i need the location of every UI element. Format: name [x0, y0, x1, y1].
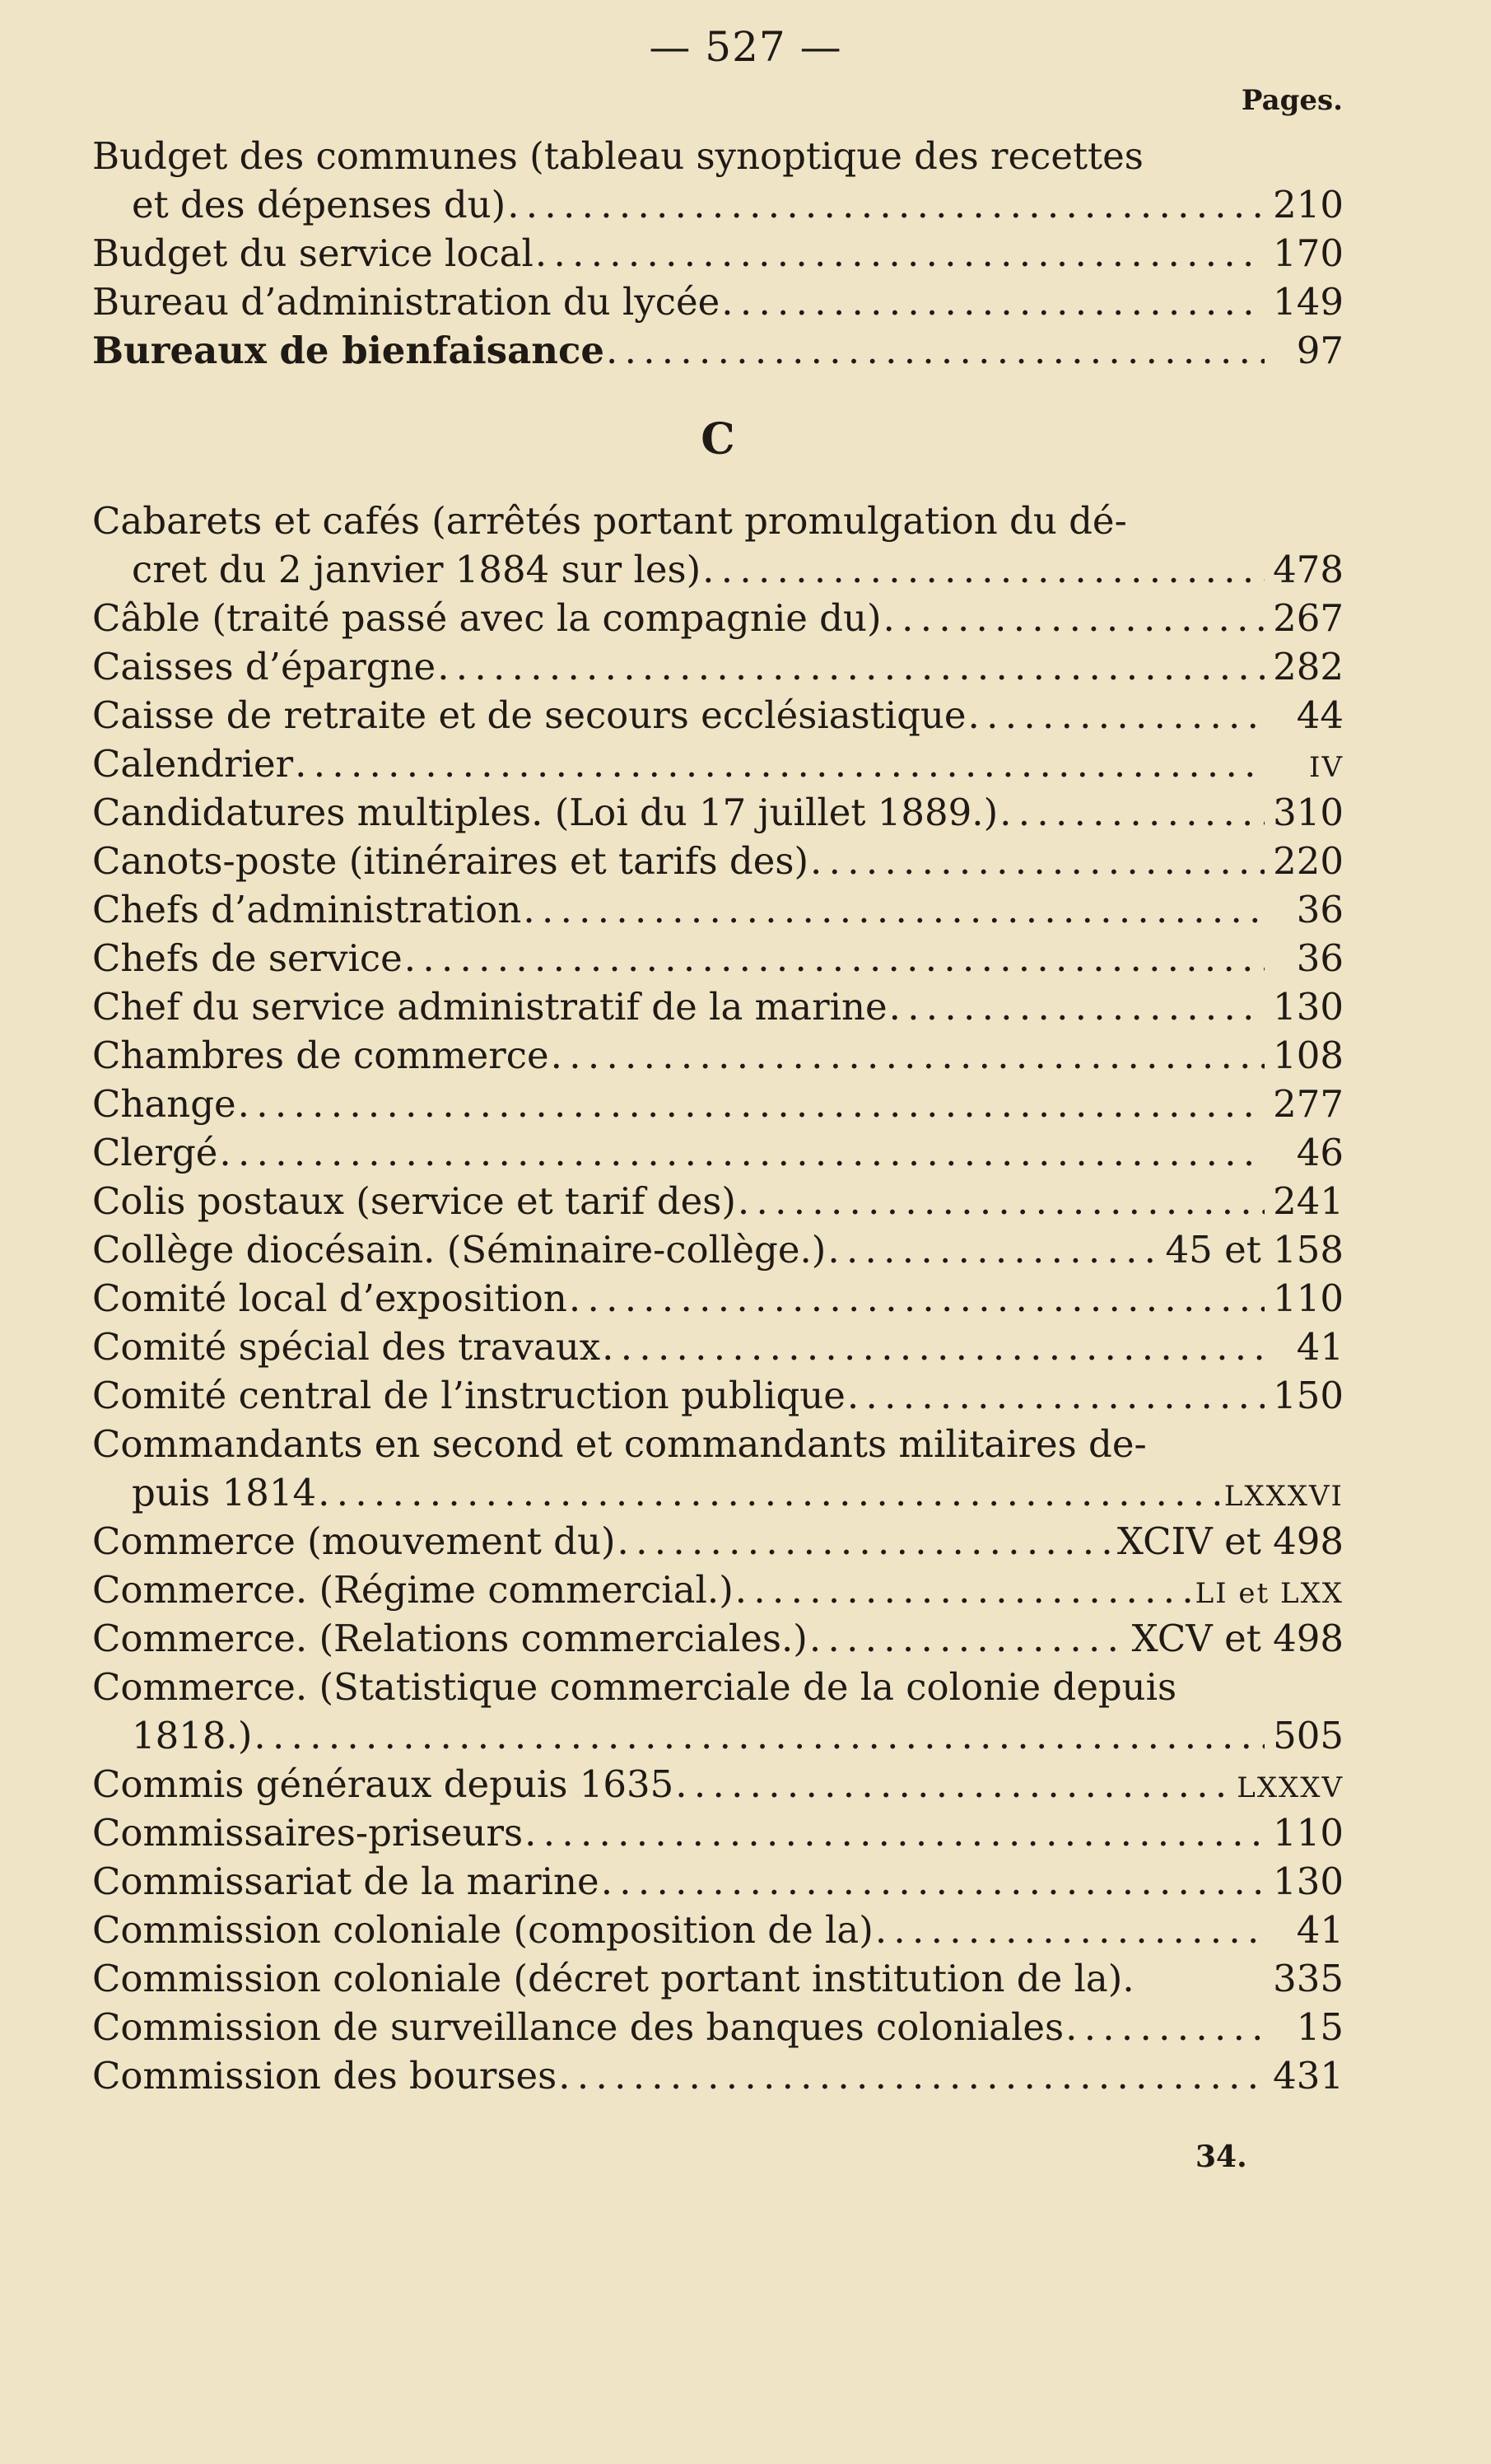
entry-label: puis 1814 [132, 1471, 317, 1514]
index-entry-line [92, 545, 1344, 594]
entry-label: Commission coloniale (décret portant institution de la). [92, 1957, 1135, 2000]
entry-page-number: 110 [1273, 1811, 1344, 1855]
leader-dots [617, 1517, 1112, 1566]
leader-dots [810, 837, 1265, 885]
entry-page-number: 15 [1296, 2005, 1344, 2049]
entry-page-number: 431 [1273, 2054, 1344, 2098]
entry-page-number: 335 [1273, 1957, 1344, 2000]
entry-page-number: 170 [1273, 231, 1344, 275]
leader-dots [219, 1128, 1265, 1177]
entry-label: Candidatures multiples. (Loi du 17 juillet 1889.) [92, 791, 999, 834]
entry-label: Commis généraux depuis 1635 [92, 1762, 674, 1806]
leader-dots [524, 1808, 1265, 1857]
leader-dots [968, 691, 1265, 740]
index-entry-line [92, 1128, 1344, 1177]
entry-label: Commission coloniale (composition de la) [92, 1908, 874, 1952]
index-entry-line [92, 1954, 1344, 2003]
index-entry-line [92, 1371, 1344, 1420]
entry-page-number: 310 [1273, 791, 1344, 834]
entry-page-number: LXXXV [1237, 1771, 1344, 1804]
entry-label: Chef du service administratif de la marine [92, 985, 888, 1029]
index-entry-line [92, 180, 1344, 229]
entry-page-number: 97 [1296, 329, 1344, 372]
index-entry-line [92, 1031, 1344, 1080]
index-entry-line [92, 1808, 1344, 1857]
index-entry-line [92, 132, 1344, 180]
entry-page-number: 36 [1296, 936, 1344, 980]
entry-label: Change [92, 1082, 236, 1126]
leader-dots [404, 934, 1265, 982]
index-entry-line [92, 1177, 1344, 1225]
index-entry-line [92, 982, 1344, 1031]
entry-page-number: 41 [1296, 1908, 1344, 1952]
leader-dots [875, 1906, 1265, 1954]
leader-dots [735, 1566, 1190, 1614]
entry-label: Câble (traité passé avec la compagnie du) [92, 596, 882, 640]
leader-dots [558, 2051, 1265, 2100]
index-entry-line [92, 278, 1344, 326]
entry-label: Caisses d’épargne [92, 645, 436, 688]
index-entry-line [92, 934, 1344, 982]
entry-page-number: 277 [1273, 1082, 1344, 1126]
entry-page-number: LI et LXX [1195, 1577, 1344, 1610]
entry-page-number: 130 [1273, 1860, 1344, 1903]
entry-page-number: LXXXVI [1223, 1480, 1344, 1513]
entry-page-number: 478 [1273, 548, 1344, 591]
leader-dots [238, 1080, 1265, 1128]
entry-page-number: IV [1309, 751, 1344, 784]
leader-dots [602, 1323, 1265, 1371]
entry-label: et des dépenses du) [132, 183, 506, 226]
index-entry-line [92, 788, 1344, 837]
index-entry-line [92, 1614, 1344, 1663]
entry-page-number: 46 [1296, 1131, 1344, 1174]
leader-dots [675, 1760, 1232, 1808]
index-entry-line [92, 1663, 1344, 1711]
entry-page-number: 150 [1273, 1374, 1344, 1417]
entry-label: Chefs d’administration [92, 888, 522, 931]
entry-page-number: 110 [1273, 1276, 1344, 1320]
entry-label: Comité central de l’instruction publique [92, 1374, 846, 1417]
index-entry-line [92, 1760, 1344, 1808]
entry-page-number: 130 [1273, 985, 1344, 1029]
leader-dots [254, 1711, 1265, 1760]
entry-page-number: 505 [1273, 1714, 1344, 1757]
leader-dots [295, 740, 1265, 788]
leader-dots [437, 642, 1265, 691]
index-entry-line [92, 1323, 1344, 1371]
index-entry-line [92, 1906, 1344, 1954]
entry-label: Clergé [92, 1131, 218, 1174]
leader-dots [702, 545, 1265, 594]
index-entry-line [92, 1225, 1344, 1274]
entry-page-number: 220 [1273, 839, 1344, 883]
leader-dots [721, 278, 1265, 326]
index-entry-line [92, 497, 1344, 545]
entry-label: Commandants en second et commandants militaires de- [92, 1422, 1147, 1466]
index-entry-line [92, 1711, 1344, 1760]
entry-page-number: 41 [1296, 1325, 1344, 1369]
entry-label: Commerce. (Relations commerciales.) [92, 1617, 808, 1660]
index-entry-line [92, 1857, 1344, 1906]
index-section-c [92, 497, 1344, 2100]
index-entry-line [92, 2003, 1344, 2051]
entry-label: 1818.) [132, 1714, 253, 1757]
leader-dots [606, 326, 1265, 375]
entry-label: Commissariat de la marine [92, 1860, 599, 1903]
index-entry-line [92, 1420, 1344, 1468]
entry-label: Collège diocésain. (Séminaire-collège.) [92, 1228, 827, 1272]
index-entry-line [92, 642, 1344, 691]
leader-dots [535, 229, 1265, 278]
entry-label: Comité spécial des travaux [92, 1325, 601, 1369]
leader-dots [889, 982, 1265, 1031]
entry-label: Commerce (mouvement du) [92, 1519, 616, 1563]
leader-dots [551, 1031, 1265, 1080]
leader-dots [601, 1857, 1265, 1906]
index-entry-line [92, 1274, 1344, 1323]
entry-label: Commissaires-priseurs [92, 1811, 524, 1855]
leader-dots [999, 788, 1265, 837]
entry-label: Cabarets et cafés (arrêtés portant promulgation du dé- [92, 499, 1127, 543]
entry-label: Bureaux de bienfaisance [92, 329, 604, 372]
leader-dots [318, 1468, 1219, 1517]
entry-label: Caisse de retraite et de secours ecclésiastique [92, 693, 967, 737]
entry-label: Bureau d’administration du lycée [92, 280, 720, 324]
leader-dots [809, 1614, 1127, 1663]
section-letter-c: C [701, 414, 735, 464]
index-entry-line [92, 837, 1344, 885]
entry-label: Chefs de service [92, 936, 403, 980]
index-entry-line [92, 1080, 1344, 1128]
entry-label: Comité local d’exposition [92, 1276, 567, 1320]
entry-label: Colis postaux (service et tarif des) [92, 1179, 736, 1223]
index-content [92, 132, 1344, 2100]
leader-dots [569, 1274, 1265, 1323]
entry-label: Canots-poste (itinéraires et tarifs des) [92, 839, 809, 883]
entry-label: Commission de surveillance des banques coloniales [92, 2005, 1065, 2049]
entry-page-number: 149 [1273, 280, 1344, 324]
entry-label: cret du 2 janvier 1884 sur les) [132, 548, 701, 591]
signature-mark: 34. [1195, 2140, 1247, 2174]
entry-page-number: 36 [1296, 888, 1344, 931]
leader-dots [847, 1371, 1265, 1420]
entry-page-number: 108 [1273, 1034, 1344, 1077]
entry-label: Commission des bourses [92, 2054, 557, 2098]
leader-dots [507, 180, 1265, 229]
entry-label: Calendrier [92, 742, 294, 786]
index-entry-line [92, 1566, 1344, 1614]
page-number: — 527 — [649, 23, 842, 71]
index-entry-line [92, 594, 1344, 642]
entry-label: Commerce. (Statistique commerciale de la colonie depuis [92, 1665, 1177, 1709]
entry-page-number: 267 [1273, 596, 1344, 640]
entry-page-number: 241 [1273, 1179, 1344, 1223]
entry-page-number: XCV et 498 [1131, 1617, 1344, 1660]
entry-label: Budget des communes (tableau synoptique des recettes [92, 134, 1144, 178]
entry-page-number: XCIV et 498 [1116, 1519, 1344, 1563]
index-entry-line [92, 1517, 1344, 1566]
index-entry-line [92, 229, 1344, 278]
entry-page-number: 282 [1273, 645, 1344, 688]
leader-dots [523, 885, 1265, 934]
index-entry-line [92, 1468, 1344, 1517]
leader-dots [1065, 2003, 1265, 2051]
entry-label: Budget du service local [92, 231, 533, 275]
index-entry-line [92, 2051, 1344, 2100]
leader-dots [827, 1225, 1160, 1274]
leader-dots [883, 594, 1265, 642]
entry-page-number: 44 [1296, 693, 1344, 737]
entry-label: Chambres de commerce [92, 1034, 549, 1077]
index-entry-line [92, 740, 1344, 788]
leader-dots [738, 1177, 1265, 1225]
entry-page-number: 45 et 158 [1165, 1228, 1344, 1272]
index-entry-line [92, 691, 1344, 740]
index-section-b [92, 132, 1344, 375]
index-entry-line [92, 885, 1344, 934]
entry-page-number: 210 [1273, 183, 1344, 226]
pages-column-label: Pages. [1241, 84, 1343, 117]
entry-label: Commerce. (Régime commercial.) [92, 1568, 734, 1612]
index-entry-line [92, 326, 1344, 375]
